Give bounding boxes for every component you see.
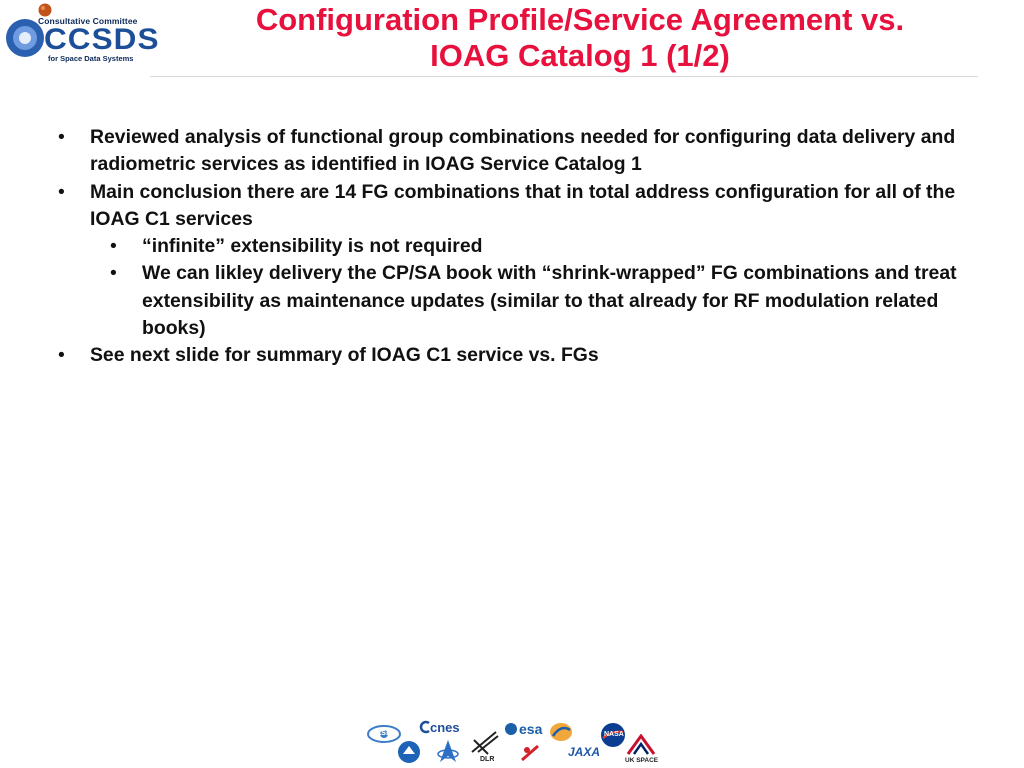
title-divider: [150, 76, 978, 77]
slide-title-line-1: Configuration Profile/Service Agreement vs.: [255, 2, 905, 37]
ccsds-logo: [4, 2, 160, 68]
slide-title: [150, 2, 1010, 74]
agency-logos: asi cnes esa NASA DLR JAXA UK SPACE: [362, 716, 662, 766]
bullet-text: We can likley delivery the CP/SA book with “shrink-wrapped” FG combinations and treat extensibility as maintenance updates (similar to that already for RF modulation related books): [142, 262, 957, 340]
bullet-icon: •: [58, 180, 65, 203]
sub-bullet-item: [58, 260, 958, 342]
nasa-logo: NASA: [600, 722, 626, 753]
roscosmos-icon: [518, 742, 542, 764]
uk-space-logo: UK SPACE: [626, 734, 656, 761]
bullet-list: [58, 124, 958, 370]
bullet-text: Main conclusion there are 14 FG combinations that in total address configuration for all of the IOAG C1 services: [90, 180, 956, 230]
sub-bullet-item: [58, 233, 958, 260]
bullet-icon: •: [58, 126, 65, 148]
bullet-item: [58, 124, 958, 179]
bullet-text: Reviewed analysis of functional group combinations needed for configuring data delivery and radiometric services as identified in IOAG Service Catalog 1: [90, 126, 956, 176]
bullet-icon: •: [58, 344, 65, 367]
cnsa-logo: [436, 738, 460, 768]
cnes-logo: cnes: [418, 720, 432, 739]
csa-icon: [396, 740, 422, 764]
slide-title-line-2: IOAG Catalog 1 (1/2): [430, 38, 730, 73]
logo-line-1: Consultative Committee: [38, 16, 138, 26]
bullet-item: [58, 342, 958, 369]
bullet-text: “infinite” extensibility is not required: [142, 235, 483, 258]
cnsa-icon: [436, 738, 460, 766]
dlr-logo: DLR: [470, 730, 500, 761]
logo-mark: CCSDS: [44, 23, 160, 56]
dlr-icon: [470, 730, 500, 756]
bullet-icon: •: [110, 262, 117, 285]
asi-logo: asi: [366, 724, 402, 749]
logo-line-3: for Space Data Systems: [48, 54, 134, 63]
isro-icon: [548, 720, 574, 744]
esa-icon: [504, 722, 518, 736]
esa-logo: esa: [504, 722, 518, 741]
csa-logo: [396, 740, 422, 768]
roscosmos-logo: [518, 742, 542, 768]
bullet-text: See next slide for summary of IOAG C1 service vs. FGs: [90, 344, 599, 367]
uk-space-icon: [626, 734, 656, 756]
bullet-item: [58, 179, 958, 234]
bullet-icon: •: [110, 235, 117, 258]
